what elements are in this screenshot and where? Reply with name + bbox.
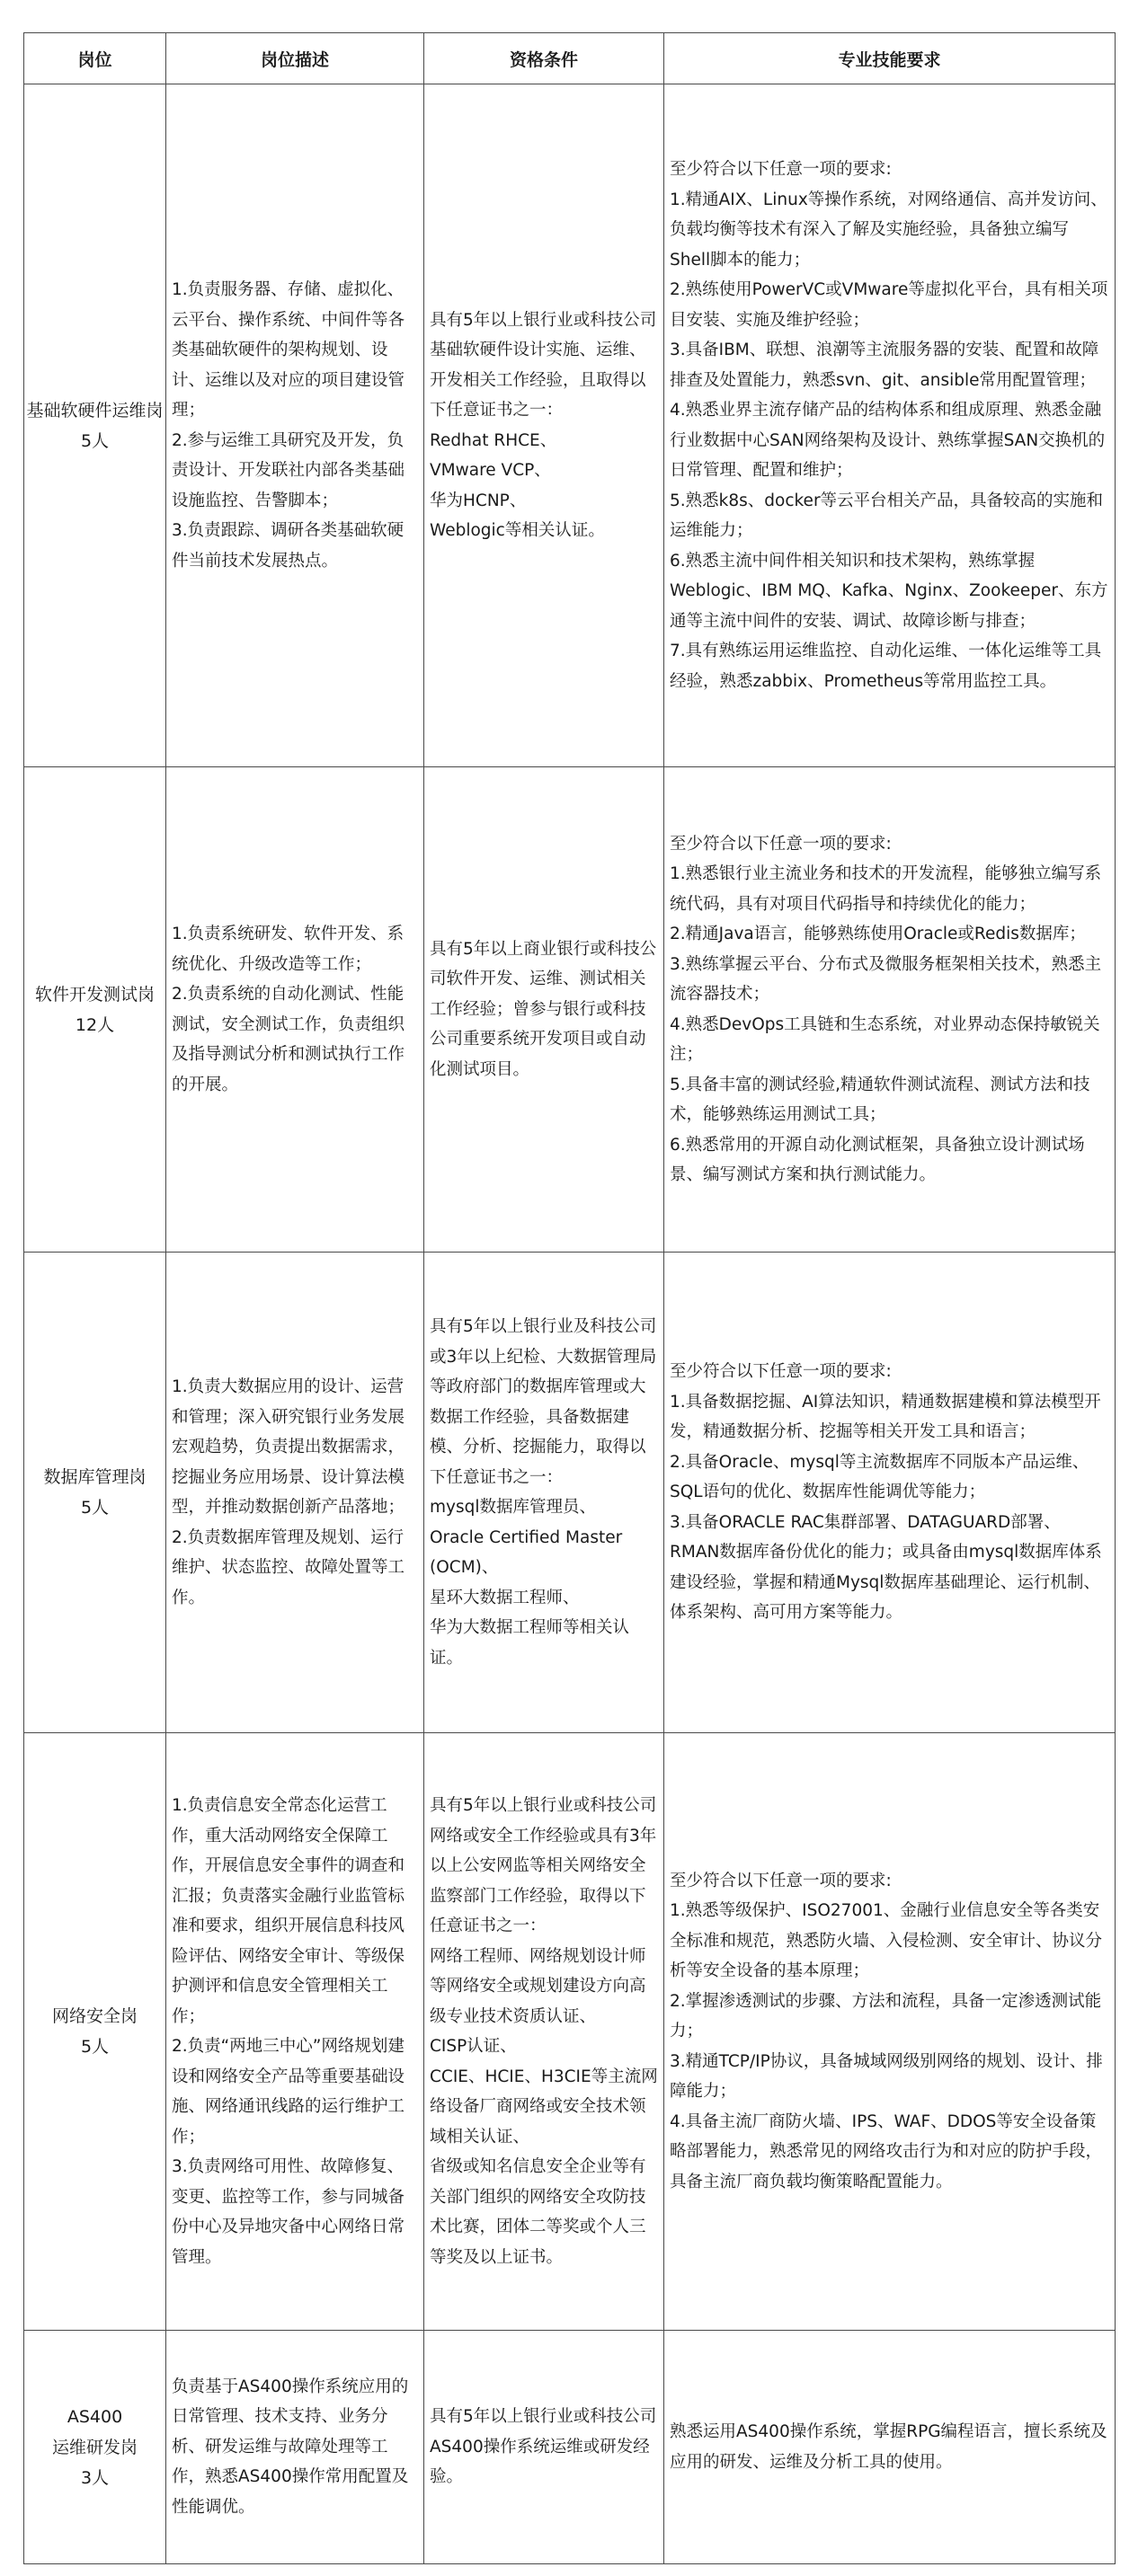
skills-item: 4.熟悉业界主流存储产品的结构体系和组成原理、熟悉金融行业数据中心SAN网络架构及设计、熟练掌握SAN交换机的日常管理、配置和维护； [670, 401, 1106, 480]
description-cell [166, 84, 424, 767]
qualification-item: 华为大数据工程师等相关认证。 [430, 1618, 630, 1668]
skills-item: 1.熟悉等级保护、ISO27001、金融行业信息安全等各类安全标准和规范，熟悉防火墙、入侵检测、安全审计、协议分析等安全设备的基本原理； [670, 1901, 1103, 1981]
table-row [24, 2331, 1116, 2564]
qualification-item: 具有5年以上银行业或科技公司AS400操作系统运维或研发经验。 [430, 2407, 657, 2487]
skills-item: 4.具备主流厂商防火墙、IPS、WAF、DDOS等安全设备策略部署能力，熟悉常见的网络攻击行为和对应的防护手段，具备主流厂商负载均衡策略配置能力。 [670, 2111, 1103, 2191]
position-cell [24, 84, 166, 767]
header-qualification: 资格条件 [424, 33, 664, 84]
table-row [24, 84, 1116, 767]
description-item: 3.负责网络可用性、故障修复、变更、监控等工作，参与同城备份中心及异地灾备中心网络日常管理。 [172, 2157, 405, 2267]
qualification-item: CCIE、HCIE、H3CIE等主流网络设备厂商网络或安全技术领域相关认证、 [430, 2067, 658, 2147]
description-cell [166, 2331, 424, 2564]
qualification-item: VMware VCP、 [430, 461, 551, 480]
position-name: 基础软硬件运维岗 [26, 400, 164, 420]
qualification-cell [424, 767, 664, 1253]
skills-cell [664, 84, 1116, 767]
skills-item: 3.具备IBM、联想、浪潮等主流服务器的安装、配置和故障排查及处置能力，熟悉svn、git、ansible常用配置管理； [670, 341, 1099, 390]
skills-cell [664, 1733, 1116, 2331]
position-count: 5人 [80, 430, 110, 451]
skills-item: 2.具备Oracle、mysql等主流数据库不同版本产品运维、SQL语句的优化、数据库性能调优等能力； [670, 1452, 1089, 1502]
job-table [23, 32, 1116, 2564]
table-row [24, 1733, 1116, 2331]
skills-item: 4.熟悉DevOps工具链和生态系统，对业界动态保持敏锐关注； [670, 1014, 1100, 1064]
description-item: 1.负责服务器、存储、虚拟化、云平台、操作系统、中间件等各类基础软硬件的架构规划、设计、运维以及对应的项目建设管理； [172, 280, 405, 420]
position-count: 5人 [80, 1498, 110, 1518]
position-cell [24, 1733, 166, 2331]
qualification-item: 省级或知名信息安全企业等有关部门组织的网络安全攻防技术比赛，团体二等奖或个人三等奖及以上证书。 [430, 2157, 646, 2267]
header-description: 岗位描述 [166, 33, 424, 84]
qualification-item: mysql数据库管理员、 [430, 1498, 596, 1517]
skills-item: 1.熟悉银行业主流业务和技术的开发流程，能够独立编写系统代码，具有对项目代码指导和持续优化的能力； [670, 864, 1102, 914]
qualification-cell [424, 1253, 664, 1733]
qualification-item: Redhat RHCE、 [430, 430, 557, 450]
position-name-line: AS400 [67, 2406, 123, 2427]
header-row [24, 33, 1116, 84]
skills-cell [664, 767, 1116, 1253]
skills-item: 1.精通AIX、Linux等操作系统，对网络通信、高并发访问、负载均衡等技术有深入了解及实施经验，具备独立编写Shell脚本的能力； [670, 190, 1107, 270]
qualification-cell [424, 2331, 664, 2564]
skills-item: 熟悉运用AS400操作系统，掌握RPG编程语言，擅长系统及应用的研发、运维及分析工具的使用。 [670, 2422, 1107, 2472]
skills-item: 2.熟练使用PowerVC或VMware等虚拟化平台，具有相关项目安装、实施及维护经验； [670, 280, 1108, 330]
position-count: 12人 [75, 1014, 115, 1035]
description-cell [166, 1733, 424, 2331]
description-item: 1.负责信息安全常态化运营工作，重大活动网络安全保障工作，开展信息安全事件的调查和汇报；负责落实金融行业监管标准和要求，组织开展信息科技风险评估、网络安全审计、等级保护测评和信息安全管理相关工作； [172, 1796, 405, 2026]
qualification-item: CISP认证、 [430, 2037, 517, 2056]
header-skills: 专业技能要求 [664, 33, 1116, 84]
skills-item: 至少符合以下任意一项的要求: [670, 160, 892, 179]
description-item: 2.负责系统的自动化测试、性能测试，安全测试工作，负责组织及指导测试分析和测试执行工作的开展。 [172, 985, 405, 1094]
position-cell [24, 767, 166, 1253]
position-name: 数据库管理岗 [43, 1467, 147, 1487]
position-count: 3人 [80, 2467, 110, 2488]
skills-item: 2.精通Java语言，能够熟练使用Oracle或Redis数据库； [670, 925, 1086, 943]
qualification-item: 具有5年以上商业银行或科技公司软件开发、运维、测试相关工作经验；曾参与银行或科技公司重要系统开发项目或自动化测试项目。 [430, 939, 657, 1079]
skills-item: 6.熟悉常用的开源自动化测试框架，具备独立设计测试场景、编写测试方案和执行测试能力。 [670, 1135, 1085, 1184]
position-cell [24, 1253, 166, 1733]
position-name: 软件开发测试岗 [34, 984, 155, 1005]
qualification-item: 具有5年以上银行业或科技公司基础软硬件设计实施、运维、开发相关工作经验，且取得以下任意证书之一： [430, 310, 657, 420]
description-item: 2.负责数据库管理及规划、运行维护、状态监控、故障处置等工作。 [172, 1527, 405, 1607]
qualification-item: Weblogic等相关认证。 [430, 521, 605, 540]
description-item: 2.参与运维工具研究及开发，负责设计、开发联社内部各类基础设施监控、告警脚本； [172, 430, 405, 510]
skills-cell [664, 1253, 1116, 1733]
qualification-item: 具有5年以上银行业及科技公司或3年以上纪检、大数据管理局等政府部门的数据库管理或大数据工作经验，具备数据建模、分析、挖掘能力，取得以下任意证书之一： [430, 1317, 657, 1487]
description-cell [166, 767, 424, 1253]
header-position: 岗位 [24, 33, 166, 84]
skills-item: 5.具备丰富的测试经验,精通软件测试流程、测试方法和技术，能够熟练运用测试工具； [670, 1075, 1090, 1124]
qualification-cell [424, 1733, 664, 2331]
description-item: 1.负责大数据应用的设计、运营和管理；深入研究银行业务发展宏观趋势，负责提出数据需求，挖掘业务应用场景、设计算法模型，并推动数据创新产品落地； [172, 1377, 405, 1517]
description-item: 2.负责“两地三中心”网络规划建设和网络安全产品等重要基础设施、网络通讯线路的运行维护工作； [172, 2037, 405, 2147]
qualification-item: 星环大数据工程师、 [430, 1588, 580, 1607]
position-count: 5人 [80, 2037, 110, 2057]
skills-item: 3.精通TCP/IP协议，具备城域网级别网络的规划、设计、排障能力； [670, 2051, 1103, 2102]
skills-item: 3.具备ORACLE RAC集群部署、DATAGUARD部署、RMAN数据库备份优化的能力；或具备由mysql数据库体系建设经验，掌握和精通Mysql数据库基础理论、运行机制、体系架构、高可用方案等能力。 [670, 1512, 1102, 1623]
qualification-item: 网络工程师、网络规划设计师等网络安全或规划建设方向高级专业技术资质认证、 [430, 1946, 646, 2026]
description-item: 1.负责系统研发、软件开发、系统优化、升级改造等工作； [172, 925, 405, 974]
table-row [24, 1253, 1116, 1733]
skills-item: 5.熟悉k8s、docker等云平台相关产品，具备较高的实施和运维能力； [670, 491, 1104, 540]
skills-item: 至少符合以下任意一项的要求: [670, 1871, 892, 1890]
skills-item: 3.熟练掌握云平台、分布式及微服务框架相关技术，熟悉主流容器技术； [670, 954, 1102, 1004]
skills-item: 至少符合以下任意一项的要求: [670, 1362, 892, 1382]
position-cell [24, 2331, 166, 2564]
skills-item: 至少符合以下任意一项的要求: [670, 834, 892, 854]
qualification-item: 具有5年以上银行业或科技公司网络或安全工作经验或具有3年以上公安网监等相关网络安全监察部门工作经验，取得以下任意证书之一： [430, 1796, 657, 1935]
skills-item: 1.具备数据挖掘、AI算法知识，精通数据建模和算法模型开发，精通数据分析、挖掘等相关开发工具和语言； [670, 1392, 1101, 1442]
skills-item: 6.熟悉主流中间件相关知识和技术架构，熟练掌握Weblogic、IBM MQ、Kafka、Nginx、Zookeeper、东方通等主流中间件的安装、调试、故障诊断与排查； [670, 551, 1108, 631]
table-row [24, 767, 1116, 1253]
position-name: 网络安全岗 [51, 2006, 138, 2026]
description-item: 3.负责跟踪、调研各类基础软硬件当前技术发展热点。 [172, 521, 405, 571]
qualification-item: Oracle Certified Master (OCM)、 [430, 1527, 623, 1577]
description-cell [166, 1253, 424, 1733]
position-name-line: 运维研发岗 [51, 2437, 138, 2457]
description-item: 负责基于AS400操作系统应用的日常管理、技术支持、业务分析、研发运维与故障处理等工作，熟悉AS400操作常用配置及性能调优。 [172, 2377, 409, 2517]
skills-item: 2.掌握渗透测试的步骤、方法和流程，具备一定渗透测试能力； [670, 1991, 1102, 2041]
qualification-item: 华为HCNP、 [430, 491, 527, 510]
skills-item: 7.具有熟练运用运维监控、自动化运维、一体化运维等工具经验，熟悉zabbix、Prometheus等常用监控工具。 [670, 642, 1102, 691]
qualification-cell [424, 84, 664, 767]
skills-cell [664, 2331, 1116, 2564]
